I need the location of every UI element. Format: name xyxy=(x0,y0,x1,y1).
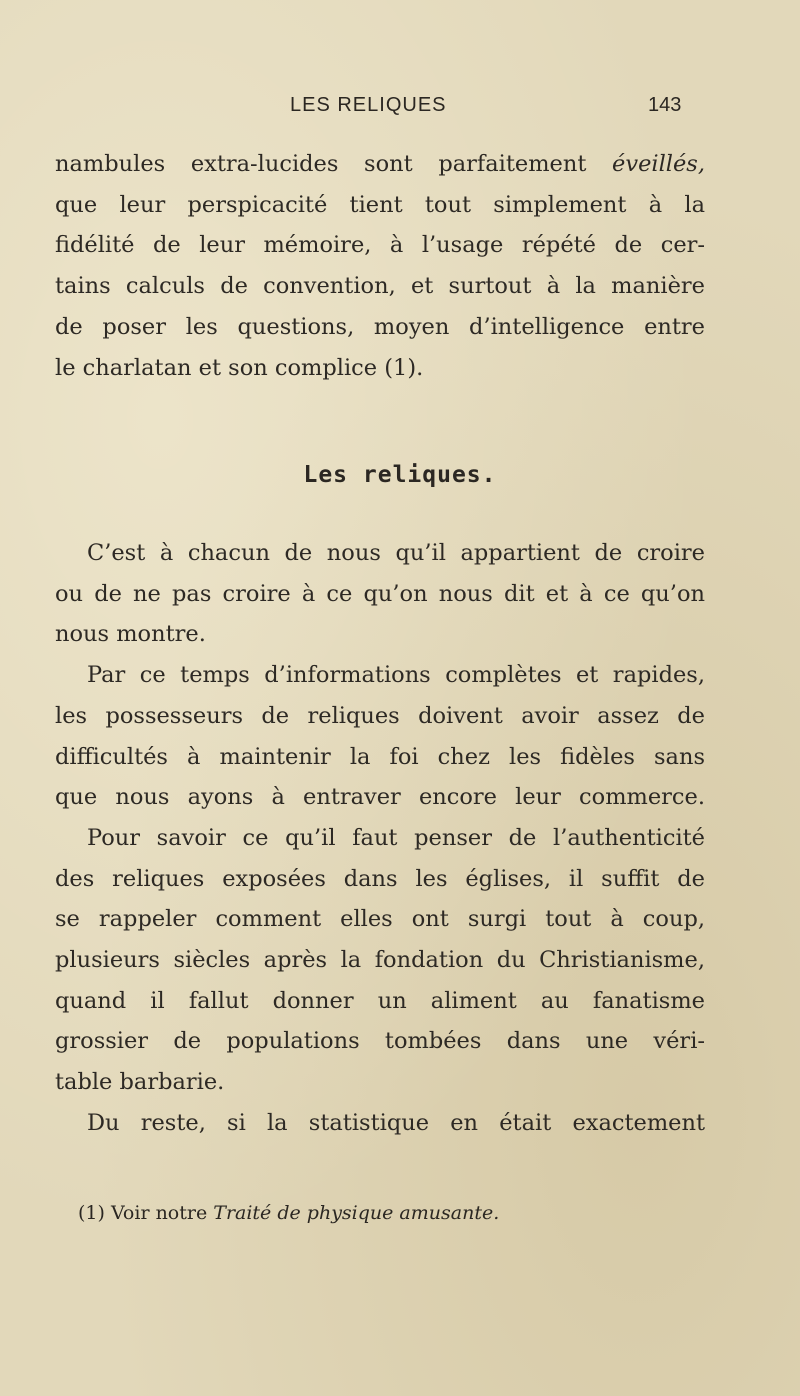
text-line: des reliques exposées dans les églises, il suffit de xyxy=(55,865,705,892)
text-line: que nous ayons à entraver encore leur commerce. xyxy=(55,784,705,811)
text-line: Par ce temps d’informations complètes et rapides, xyxy=(87,662,705,689)
text-line: C’est à chacun de nous qu’il appartient de croire xyxy=(87,540,705,566)
text-line: Pour savoir ce qu’il faut penser de l’authenticité xyxy=(87,824,705,851)
text-line: les possesseurs de reliques doivent avoir assez de xyxy=(55,702,705,729)
text-line: le charlatan et son complice (1). xyxy=(55,354,424,381)
text-line: de poser les questions, moyen d’intelligence entre xyxy=(55,313,705,340)
running-header xyxy=(0,94,800,134)
footnote xyxy=(78,1202,499,1224)
footnote-marker: (1) Voir notre xyxy=(78,1202,208,1224)
text-line: nous montre. xyxy=(55,621,206,648)
text-line: grossier de populations tombées dans une véri- xyxy=(55,1028,705,1055)
running-title: LES RELIQUES xyxy=(290,94,447,116)
text-line: que leur perspicacité tient tout simplement à la xyxy=(55,191,705,218)
paragraph-continued xyxy=(55,144,705,388)
text-line: difficultés à maintenir la foi chez les fidèles sans xyxy=(55,743,705,770)
text-line: nambules extra-lucides sont parfaitement éveillés, xyxy=(55,151,705,177)
text-line: se rappeler comment elles ont surgi tout à coup, xyxy=(55,906,705,933)
page-number: 143 xyxy=(648,94,682,116)
footnote-title: Traité de physique amusante. xyxy=(213,1202,500,1224)
text-line: ou de ne pas croire à ce qu’on nous dit et à ce qu’on xyxy=(55,580,705,607)
section-body xyxy=(55,533,705,1144)
text-line: table barbarie. xyxy=(55,1069,225,1096)
section-heading: Les reliques. xyxy=(303,462,497,488)
text-line: plusieurs siècles après la fondation du Christianisme, xyxy=(55,947,705,974)
text-line: fidélité de leur mémoire, à l’usage répété de cer- xyxy=(55,232,705,259)
text-line: Du reste, si la statistique en était exactement xyxy=(87,1109,705,1136)
emphasis-word: éveillés, xyxy=(612,151,705,177)
text-line: quand il fallut donner un aliment au fanatisme xyxy=(55,987,705,1014)
text-line: tains calculs de convention, et surtout à la manière xyxy=(55,273,705,300)
